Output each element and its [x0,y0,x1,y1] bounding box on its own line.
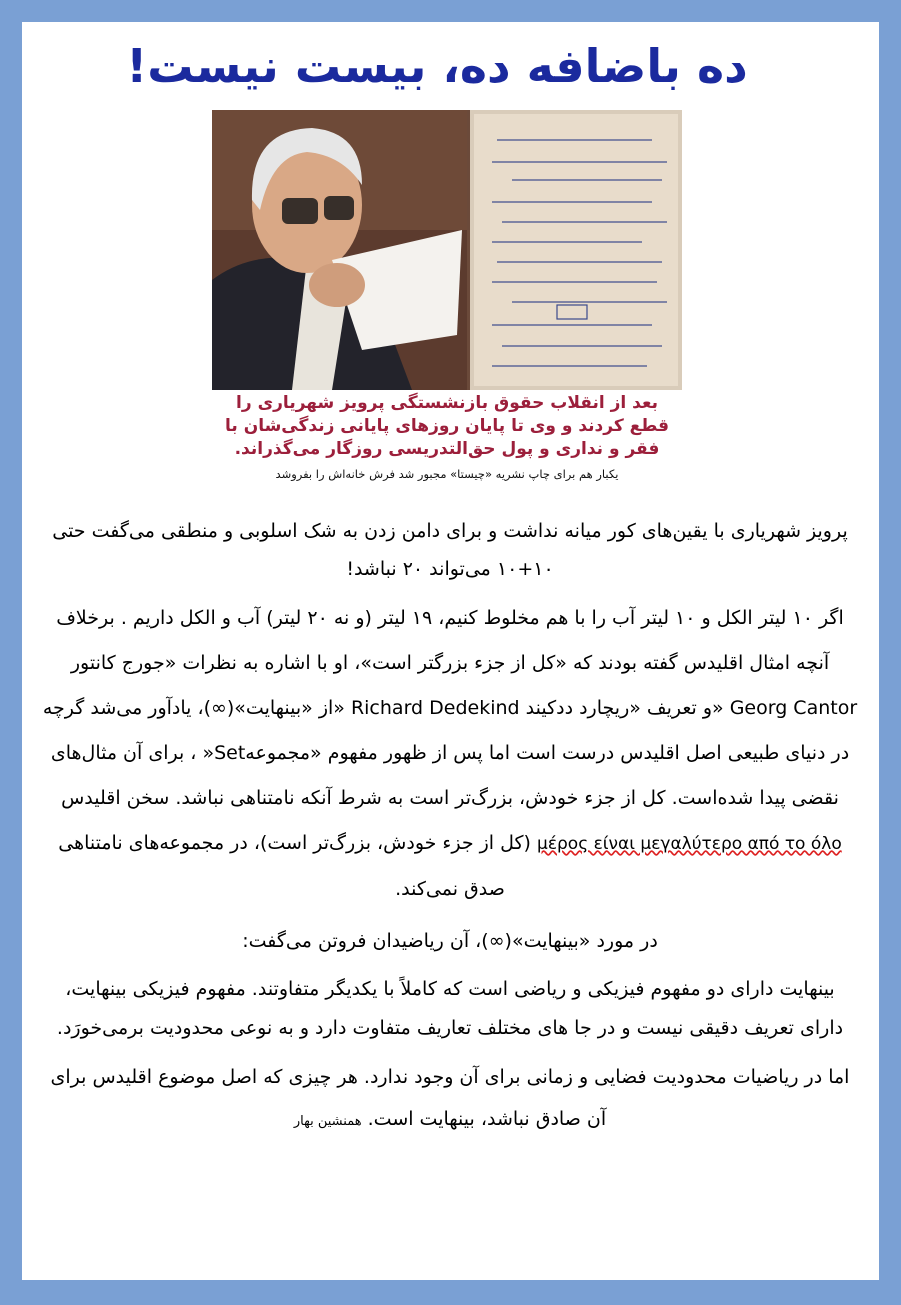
paragraph-cantor [42,596,858,912]
signature: همنشین بهار [293,1114,362,1129]
portrait-and-manuscript-image [212,110,682,390]
caption-line-2: قطع کردند و وی تا پایان روزهای پایانی زندگی‌شان با [225,416,669,436]
paragraph-cantor-text: اگر ۱۰ لیتر الکل و ۱۰ لیتر آب را با هم مخلوط کنیم، ۱۹ لیتر (و نه ۲۰ لیتر) آب و الکل داریم . برخلاف آنچه امثال اقلیدس گفته بودند که «کل از جزء بزرگتر است»، او با اشاره به نظرات «جورج کانتور Georg Cantor «و تعریف «ریچارد ددکیند Richard Dedekind «از «بینهایت»(∞)، یادآور می‌شد گرچه در دنیای طبیعی اصل اقلیدس درست است اما پس از ظهور مفهوم «مجموعهSet« ، برای آن مثال‌های نقضی پیدا شده‌است. کل از جزء خودش، بزرگ‌تر است به شرط آنکه نامتناهی نباشد. سخن اقلیدس [42,607,858,809]
paragraph-cantor-end: (کل از جزء خودش، بزرگ‌تر است)، در مجموعه‌های نامتناهی صدق نمی‌کند. [58,832,531,900]
image-subcaption: یکبار هم برای چاپ نشریه «چیستا» مجبور شد فرش خانه‌اش را بفروشد [275,467,619,481]
photo-collage [212,110,682,390]
paragraph-intro: پرویز شهریاری با یقین‌های کور میانه نداشت و برای دامن زدن به شک اسلوبی و منطقی می‌گفت حتی ۱۰+۱۰ می‌تواند ۲۰ نباشد! [52,520,848,580]
greek-quote: μέρος είναι μεγαλύτερο από το όλο [537,834,842,854]
caption-line-1: بعد از انقلاب حقوق بازنشستگی پرویز شهریاری را [236,393,658,413]
caption-line-3: فقر و نداری و پول حق‌التدریسی روزگار می‌گذراند. [234,439,660,459]
paragraph-infinity-physical: بینهایت دارای دو مفهوم فیزیکی و ریاضی است که کاملاً با یکدیگر متفاوتند. مفهوم فیزیکی بینهایت، دارای تعریف دقیقی نیست و در جا های مختلف تعاریف متفاوت دارد و به نوعی محدودیت برمی‌خورَد. [56,978,844,1039]
page-title: ده باضافه ده، بیست نیست! [126,39,748,93]
article-body [42,512,858,1143]
paragraph-infinity-intro: در مورد «بینهایت»(∞)، آن ریاضیدان فروتن می‌گفت: [242,930,658,952]
paragraph-infinity-math-text: اما در ریاضیات محدودیت فضایی و زمانی برای آن وجود ندارد. هر چیزی که اصل موضوع اقلیدس برای آن صادق نباشد، بینهایت است. [50,1066,850,1130]
image-caption [212,392,682,461]
paragraph-infinity-math [42,1056,858,1143]
poster [22,22,879,1280]
